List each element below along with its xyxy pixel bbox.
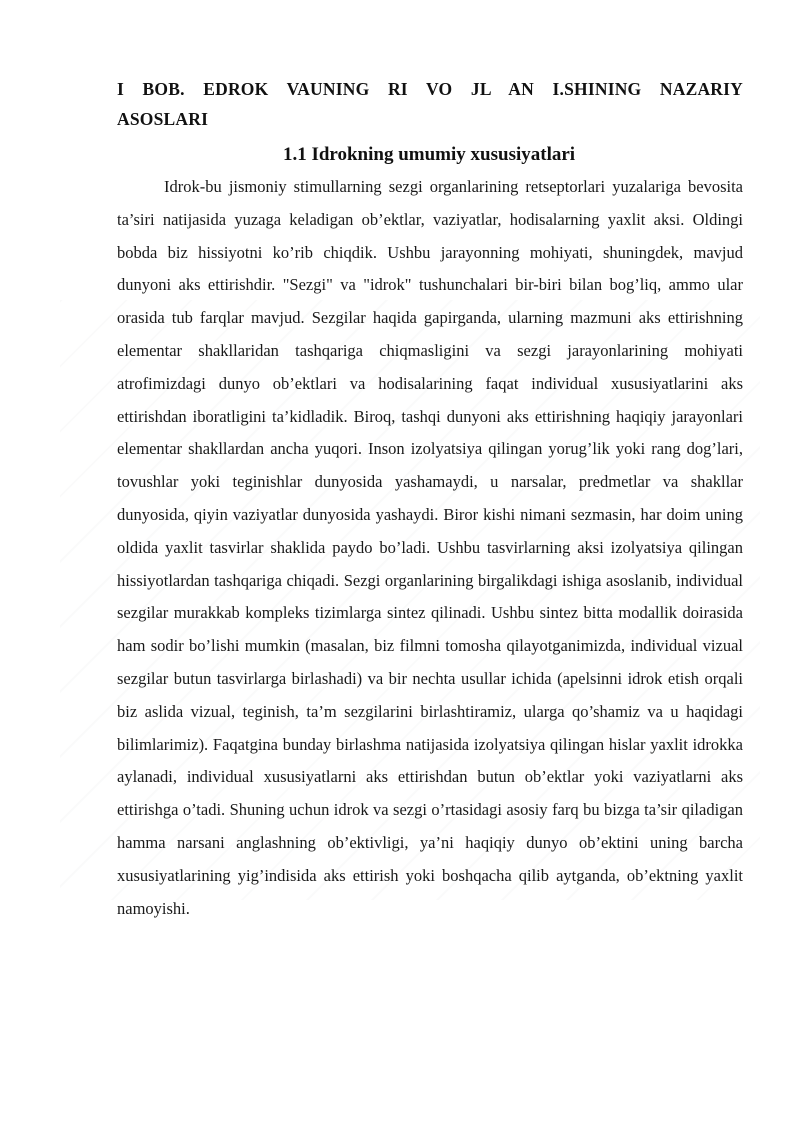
section-title: 1.1 Idrokning umumiy xususiyatlari	[282, 144, 576, 165]
chapter-title: I BOB. EDROK VAUNING RI VO JL AN I.SHINING NAZARIY ASOSLARI	[117, 79, 743, 129]
body-paragraph: Idrok-bu jismoniy stimullarning sezgi organlarining retseptorlari yuzalariga bevosita ta’siri natijasida yuzaga keladigan ob’ektlar, vaziyatlar, hodisalarning yaxlit aksi. Oldingi bobda biz hissiyotni ko’rib chiqdik. Ushbu jarayonning mohiyati, shuningdek, mavjud dunyoni aks ettirishdir. "Sezgi" va "idrok" tushunchalari bir-biri bilan bog’liq, ammo ular orasida tub farqlar mavjud. Sezgilar haqida gapirganda, ularning mazmuni aks ettirishning elementar shakllaridan tashqariga chiqmasligini va sezgi jarayonlarining mohiyati atrofimizdagi dunyo ob’ektlari va hodisalarining faqat individual xususiyatlarini aks ettirishdan iboratligini ta’kidladik. Biroq, tashqi dunyoni aks ettirishning haqiqiy jarayonlari elementar shakllardan ancha yuqori. Inson izolyatsiya qilingan yorug’lik yoki rang dog’lari, tovushlar yoki teginishlar dunyosida yashamaydi, u narsalar, predmetlar va shakllar dunyosida, qiyin vaziyatlar dunyosida yashaydi. Biror kishi nimani sezmasin, har doim uning oldida yaxlit tasvirlar shaklida paydo bo’ladi. Ushbu tasvirlarning aksi izolyatsiya qilingan hissiyotlardan tashqariga chiqadi. Sezgi organlarining birgalikdagi ishiga asoslanib, individual sezgilar murakkab kompleks tizimlarga sintez qilinadi. Ushbu sintez bitta modallik doirasida ham sodir bo’lishi mumkin (masalan, biz filmni tomosha qilayotganimizda, individual vizual sezgilar butun tasvirlarga birlashadi) va bir nechta usullar ichida (apelsinni idrok etish orqali biz aslida vizual, teginish, ta’m sezgilarini birlashtiramiz, ularga qo’shamiz va u haqidagi bilimlarimiz). Faqatgina bunday birlashma natijasida izolyatsiya qilingan hislar yaxlit idrokka aylanadi, individual xususiyatlarni aks ettirishdan butun ob’ektlar yoki vaziyatlarni aks ettirishga o’tadi. Shuning uchun idrok va sezgi o’rtasidagi asosiy farq bu bizga ta’sir qiladigan hamma narsani anglashning ob’ektivligi, ya’ni haqiqiy dunyo ob’ektini uning barcha xususiyatlarining yig’indisida aks ettirish yoki boshqacha qilib aytganda, ob’ektning yaxlit namoyishi.	[117, 177, 743, 918]
